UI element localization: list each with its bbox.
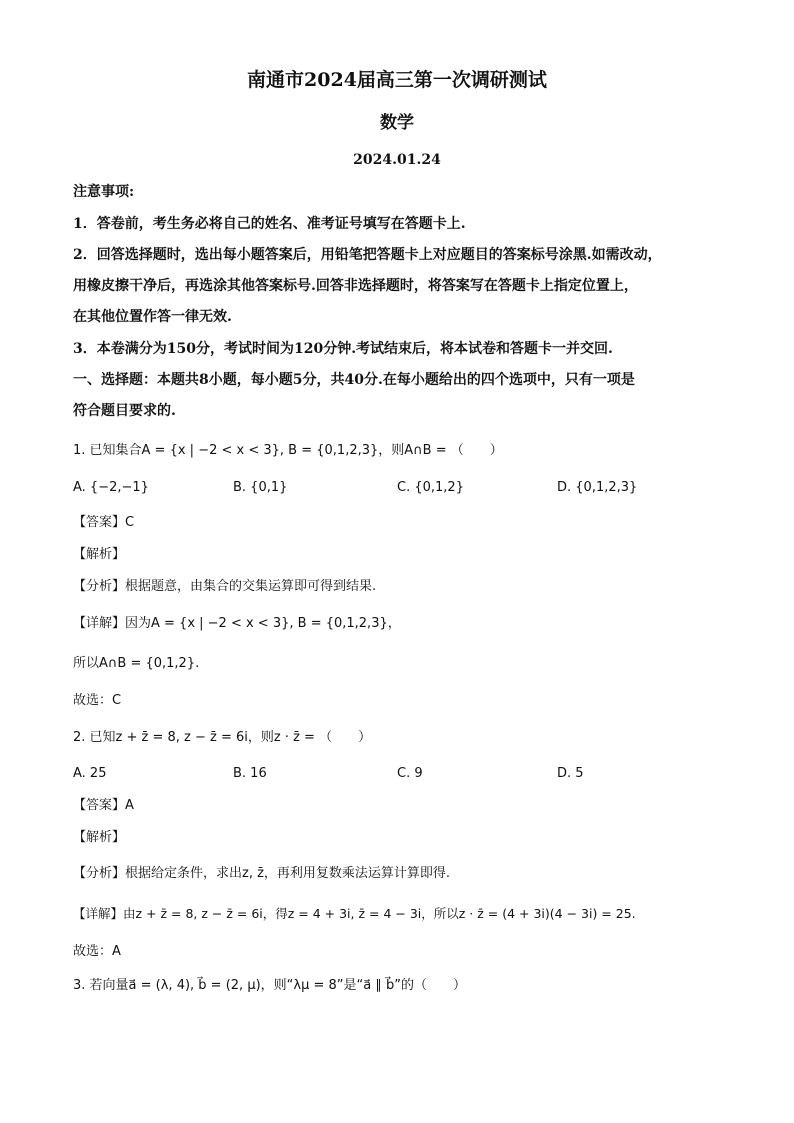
notice-item-3: 3．本卷满分为150分，考试时间为120分钟.考试结束后，将本试卷和答题卡一并交回.	[73, 341, 613, 357]
question-1-choice: 故选：C	[73, 693, 122, 708]
question-2-option-d: D. 5	[557, 766, 584, 781]
question-1-option-b: B. {0,1}	[233, 480, 288, 495]
question-1-answer: 【答案】C	[73, 515, 135, 530]
section-1-heading-line-2: 符合题目要求的.	[73, 403, 176, 419]
exam-date: 2024.01.24	[353, 152, 441, 168]
question-1-option-c: C. {0,1,2}	[397, 480, 464, 495]
question-2-answer: 【答案】A	[73, 798, 134, 813]
notice-item-2-line-3: 在其他位置作答一律无效.	[73, 309, 232, 325]
question-2-option-c: C. 9	[397, 766, 423, 781]
question-2-stem: 2. 已知z + z̄ = 8, z − z̄ = 6i，则z · z̄ = （ ）	[73, 730, 372, 745]
question-1-stem: 1. 已知集合A = {x | −2 < x < 3}, B = {0,1,2,3}，则A∩B = （ ）	[73, 443, 503, 458]
question-2-option-b: B. 16	[233, 766, 267, 781]
section-1-heading-line-1: 一、选择题：本题共8小题，每小题5分，共40分.在每小题给出的四个选项中，只有一项是	[73, 372, 635, 388]
exam-title: 南通市2024届高三第一次调研测试	[247, 69, 547, 91]
notice-item-2-line-2: 用橡皮擦干净后，再选涂其他答案标号.回答非选择题时，将答案写在答题卡上指定位置上，	[73, 278, 638, 294]
question-1-fenxi: 【分析】根据题意，由集合的交集运算即可得到结果.	[73, 579, 377, 594]
question-1-conclusion: 所以A∩B = {0,1,2}.	[73, 656, 200, 671]
question-1-analysis-tag: 【解析】	[73, 547, 126, 562]
question-2-choice: 故选：A	[73, 944, 121, 959]
question-1-option-d: D. {0,1,2,3}	[557, 480, 638, 495]
notice-heading: 注意事项:	[73, 184, 135, 200]
question-2-detail: 【详解】由z + z̄ = 8, z − z̄ = 6i，得z = 4 + 3i, z̄ = 4 − 3i，所以z · z̄ = (4 + 3i)(4 − 3i) = 25.	[73, 906, 636, 921]
notice-item-2-line-1: 2．回答选择题时，选出每小题答案后，用铅笔把答题卡上对应题目的答案标号涂黑.如需改动，	[73, 247, 662, 263]
question-3-stem: 3. 若向量a⃗ = (λ, 4), b⃗ = (2, μ)，则“λμ = 8”是“a⃗ ∥ b⃗”的（ ）	[73, 978, 466, 993]
question-2-option-a: A. 25	[73, 766, 107, 781]
notice-item-1: 1．答卷前，考生务必将自己的姓名、准考证号填写在答题卡上.	[73, 216, 466, 232]
question-1-detail: 【详解】因为A = {x | −2 < x < 3}, B = {0,1,2,3}，	[73, 616, 401, 631]
subject-title: 数学	[380, 113, 414, 133]
question-1-option-a: A. {−2,−1}	[73, 480, 149, 495]
question-2-fenxi: 【分析】根据给定条件，求出z, z̄，再利用复数乘法运算计算即得.	[73, 866, 451, 881]
question-2-analysis-tag: 【解析】	[73, 830, 126, 845]
